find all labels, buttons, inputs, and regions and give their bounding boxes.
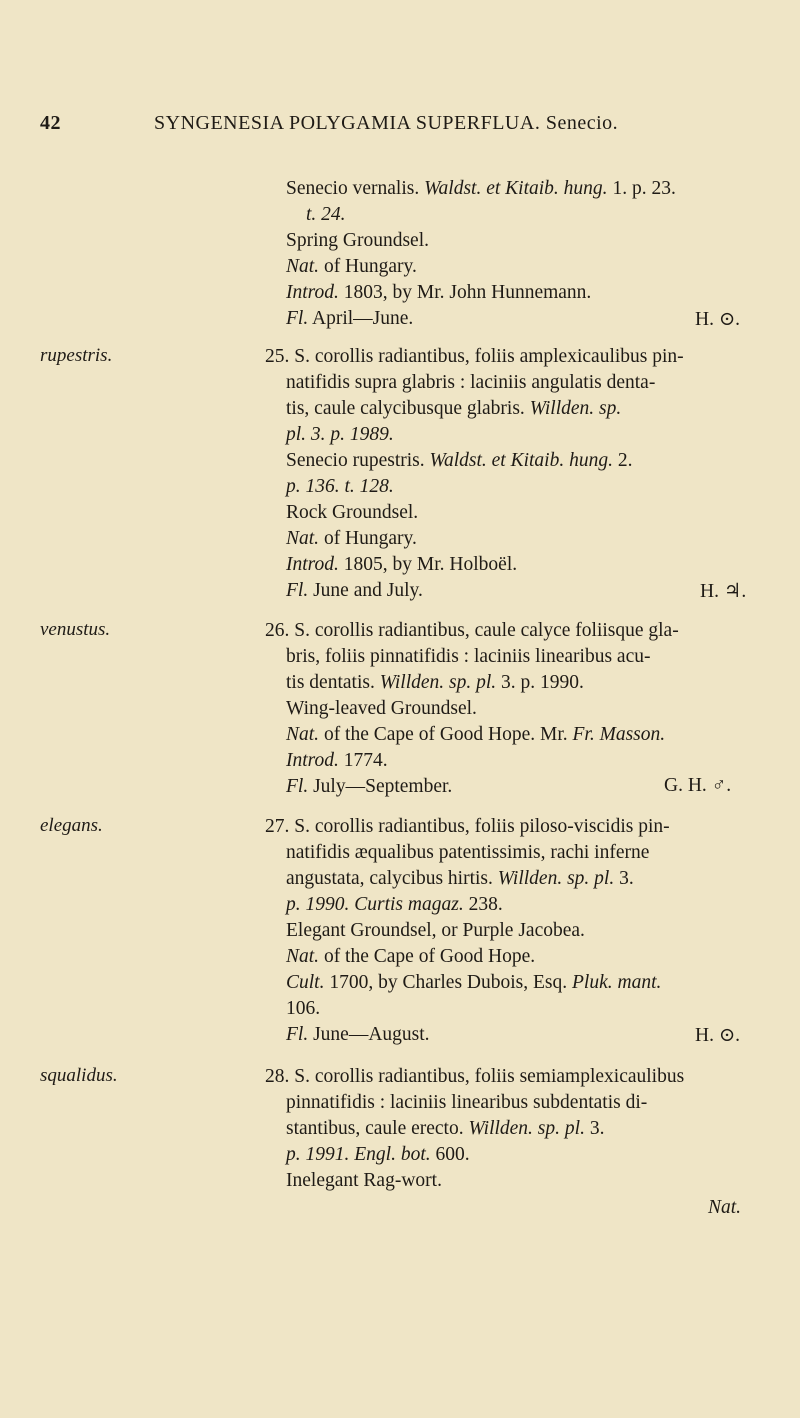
flowering-line: Fl. June and July.: [286, 580, 423, 601]
entry-line: pl. 3. p. 1989.: [286, 424, 394, 445]
citation: Pluk. mant.: [572, 972, 662, 993]
entry-line: natifidis supra glabris : laciniis angulatis denta-: [286, 372, 656, 393]
entry-line: 28. S. corollis radiantibus, foliis semiamplexicaulibus: [265, 1066, 685, 1087]
synonym-line: Senecio rupestris. Waldst. et Kitaib. hung. 2.: [286, 450, 633, 471]
citation: Willden. sp. pl.: [468, 1118, 585, 1139]
common-name: Elegant Groundsel, or Purple Jacobea.: [286, 920, 585, 941]
catchword: Nat.: [708, 1197, 742, 1218]
margin-species-name: rupestris.: [40, 345, 113, 366]
culture-symbol: G. H. ♂.: [664, 775, 732, 796]
common-name: Inelegant Rag-wort.: [286, 1170, 442, 1191]
common-name: Wing-leaved Groundsel.: [286, 698, 477, 719]
culture-symbol: H. ♃.: [700, 581, 747, 602]
page-header: [40, 112, 760, 142]
citation: Engl. bot.: [354, 1144, 431, 1165]
native-line: Nat. of Hungary.: [286, 256, 417, 277]
entry-line: angustata, calycibus hirtis. Willden. sp. pl. 3.: [286, 868, 634, 889]
citation: Waldst. et Kitaib. hung.: [424, 178, 608, 199]
entry-line: p. 1991. Engl. bot. 600.: [286, 1144, 470, 1165]
citation: Willden. sp.: [529, 398, 622, 419]
native-line: Nat. of the Cape of Good Hope.: [286, 946, 536, 967]
entry-line: tis, caule calycibusque glabris. Willden. sp.: [286, 398, 622, 419]
entry-line: stantibus, caule erecto. Willden. sp. pl. 3.: [286, 1118, 605, 1139]
citation: Waldst. et Kitaib. hung.: [429, 450, 613, 471]
entry-line: 26. S. corollis radiantibus, caule calyce foliisque gla-: [265, 620, 679, 641]
entry-line: 25. S. corollis radiantibus, foliis amplexicaulibus pin-: [265, 346, 684, 367]
native-line: Nat. of the Cape of Good Hope. Mr. Fr. Masson.: [286, 724, 666, 745]
entry-line: p. 1990. Curtis magaz. 238.: [286, 894, 503, 915]
margin-species-name: elegans.: [40, 815, 103, 836]
entry-line: 106.: [286, 998, 321, 1019]
common-name: Spring Groundsel.: [286, 230, 429, 251]
entry-line: t. 24.: [306, 204, 346, 225]
entry-line: bris, foliis pinnatifidis : laciniis linearibus acu-: [286, 646, 651, 667]
common-name: Rock Groundsel.: [286, 502, 419, 523]
introduced-line: Introd. 1774.: [286, 750, 388, 771]
page-number: 42: [40, 112, 61, 134]
flowering-line: Fl. June—August.: [286, 1024, 430, 1045]
running-title: SYNGENESIA POLYGAMIA SUPERFLUA. Senecio.: [154, 112, 619, 134]
margin-species-name: squalidus.: [40, 1065, 118, 1086]
introduced-line: Introd. 1805, by Mr. Holboël.: [286, 554, 518, 575]
culture-symbol: H. ⊙.: [695, 309, 741, 330]
entry-line: tis dentatis. Willden. sp. pl. 3. p. 1990.: [286, 672, 584, 693]
entry-line: natifidis æqualibus patentissimis, rachi inferne: [286, 842, 650, 863]
entry-line: pinnatifidis : laciniis linearibus subdentatis di-: [286, 1092, 648, 1113]
flowering-line: Fl. July—September.: [286, 776, 453, 797]
citation: Willden. sp. pl.: [497, 868, 615, 889]
flowering-line: Fl. April—June.: [286, 308, 414, 329]
margin-species-name: venustus.: [40, 619, 111, 640]
entry-line: Senecio vernalis. Waldst. et Kitaib. hung. 1. p. 23.: [286, 178, 676, 199]
native-line: Nat. of Hungary.: [286, 528, 417, 549]
culture-symbol: H. ⊙.: [695, 1025, 741, 1046]
citation: Willden. sp. pl.: [379, 672, 497, 693]
introduced-line: Introd. 1803, by Mr. John Hunnemann.: [286, 282, 592, 303]
citation: Curtis magaz.: [354, 894, 464, 915]
entry-line: p. 136. t. 128.: [286, 476, 394, 497]
entry-line: 27. S. corollis radiantibus, foliis piloso-viscidis pin-: [265, 816, 670, 837]
cultivated-line: Cult. 1700, by Charles Dubois, Esq. Pluk. mant.: [286, 972, 662, 993]
